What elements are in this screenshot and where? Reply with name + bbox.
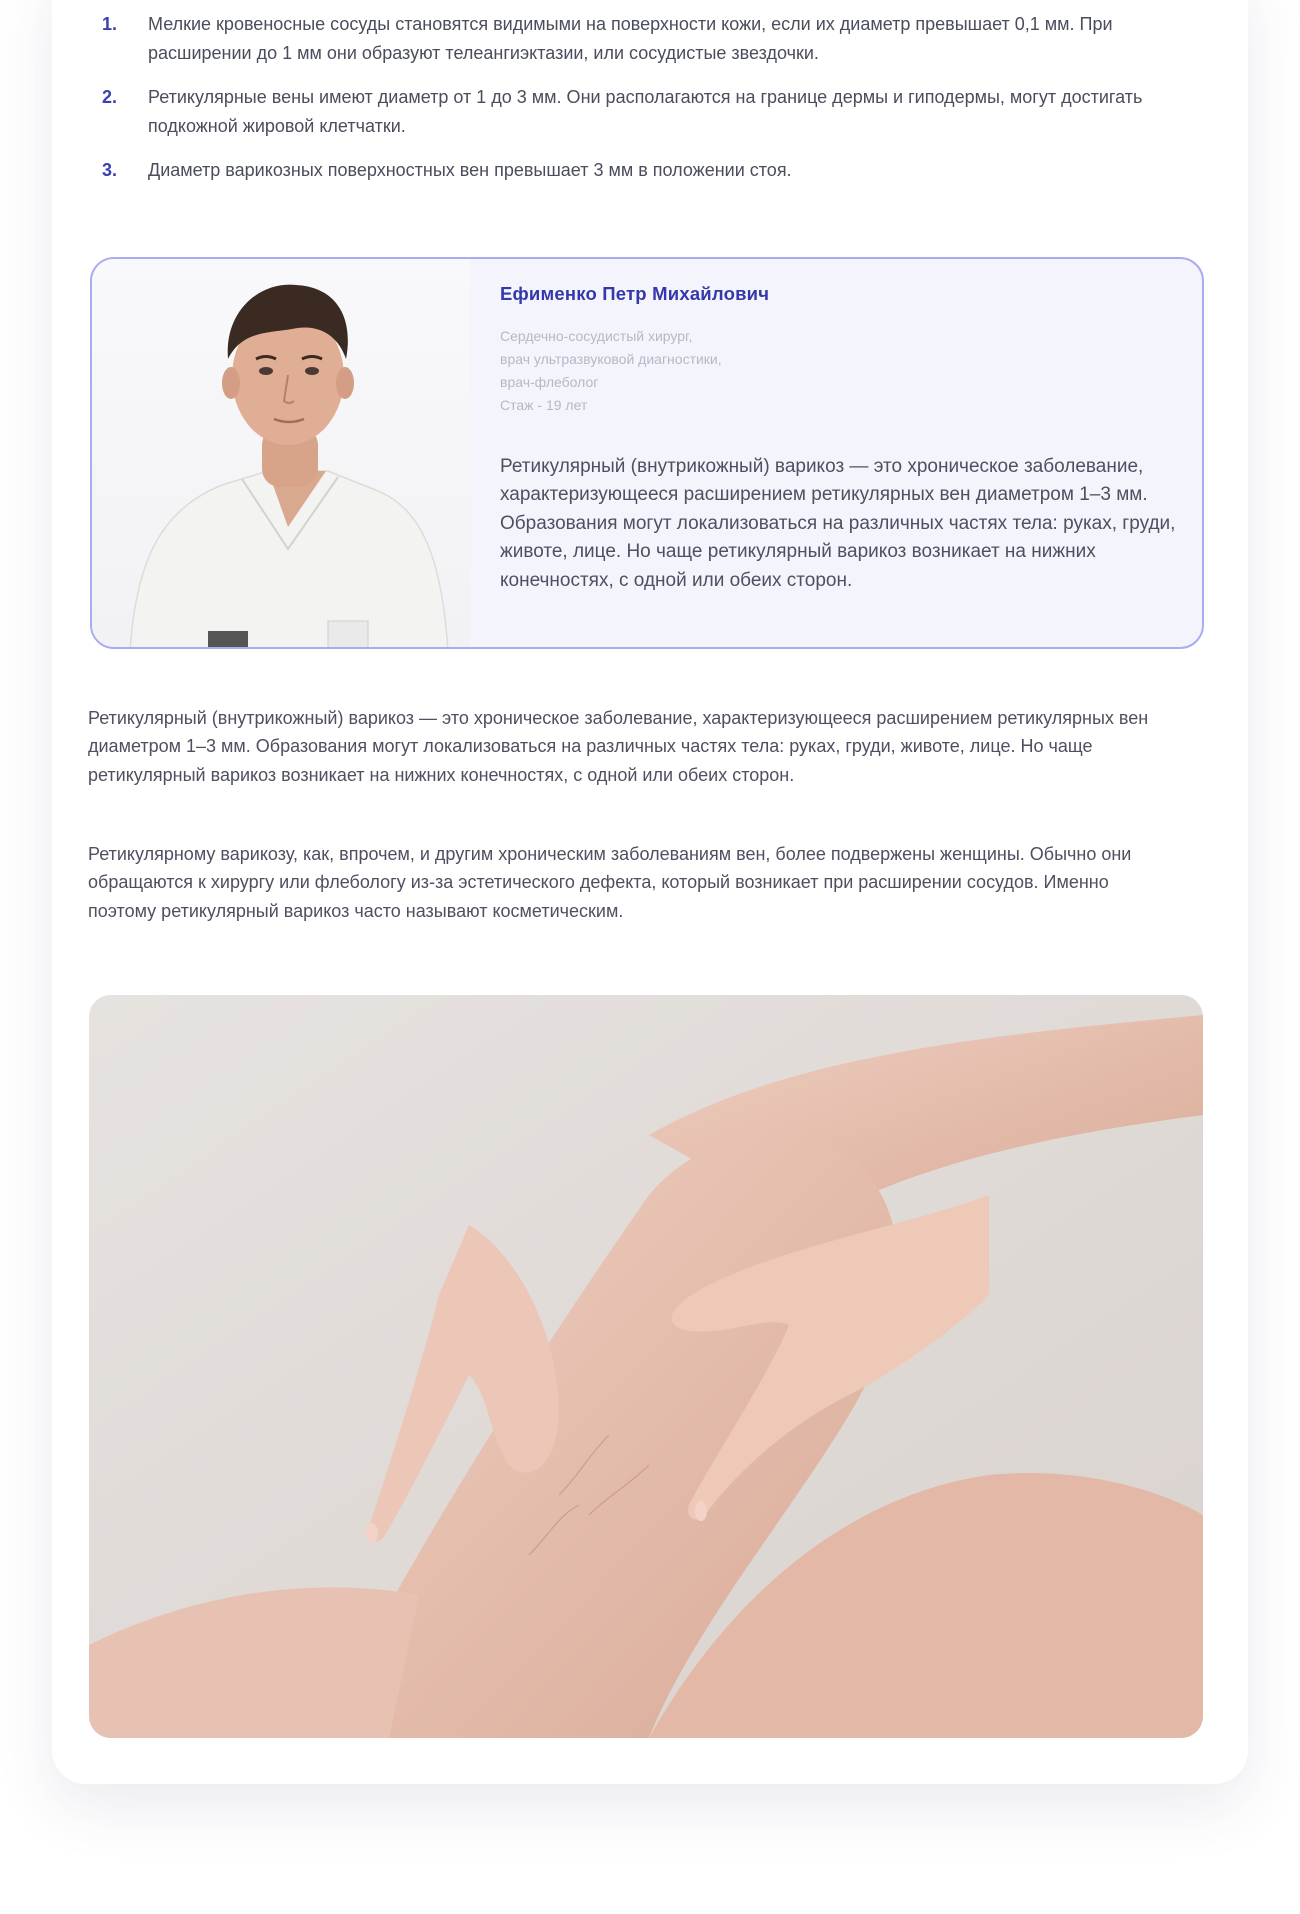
list-text: Ретикулярные вены имеют диаметр от 1 до 3 мм. Они располагаются на границе дермы и гиподермы, могут достигать подкожной жировой клетчатки. bbox=[148, 87, 1143, 136]
doctor-role: врач ультразвуковой диагностики, bbox=[500, 351, 722, 367]
list-text: Диаметр варикозных поверхностных вен превышает 3 мм в положении стоя. bbox=[148, 160, 792, 180]
doctor-name: Ефименко Петр Михайлович bbox=[500, 283, 770, 304]
doctor-quote-text: Ретикулярный (внутрикожный) варикоз — это хроническое заболевание, характеризующееся расширением ретикулярных вен диаметром 1–3 мм. Образования могут локализоваться на различных частях тела: руках, груди, животе, лице. Но чаще ретикулярный варикоз возникает на нижних конечностях, с одной или обеих сторон. bbox=[500, 456, 1176, 591]
doctor-info bbox=[500, 279, 1180, 595]
list-text: Мелкие кровеносные сосуды становятся видимыми на поверхности кожи, если их диаметр превышает 0,1 мм. При расширении до 1 мм они образуют телеангиэктазии, или сосудистые звездочки. bbox=[148, 14, 1113, 63]
numbered-list bbox=[102, 10, 1172, 201]
list-item bbox=[102, 156, 1172, 185]
doctor-quote-box bbox=[90, 257, 1204, 649]
doctor-photo bbox=[92, 259, 470, 647]
list-item bbox=[102, 83, 1172, 140]
article-paragraph: Ретикулярному варикозу, как, впрочем, и другим хроническим заболеваниям вен, более подвержены женщины. Обычно они обращаются к хирургу или флебологу из-за эстетического дефекта, который возникает при расширении сосудов. Именно поэтому ретикулярный варикоз часто называют косметическим. bbox=[88, 844, 1132, 921]
doctor-role: Сердечно-сосудистый хирург, bbox=[500, 328, 693, 344]
list-number: 2. bbox=[102, 87, 118, 107]
list-number: 3. bbox=[102, 160, 118, 180]
doctor-experience: Стаж - 19 лет bbox=[500, 397, 588, 413]
article-paragraph: Ретикулярный (внутрикожный) варикоз — это хроническое заболевание, характеризующееся расширением ретикулярных вен диаметром 1–3 мм. Образования могут локализоваться на различных частях тела: руках, груди, животе, лице. Но чаще ретикулярный варикоз возникает на нижних конечностях, с одной или обеих сторон. bbox=[88, 708, 1149, 785]
legs-photo bbox=[89, 995, 1203, 1738]
list-item bbox=[102, 10, 1172, 67]
list-number: 1. bbox=[102, 14, 118, 34]
doctor-role: врач-флеболог bbox=[500, 374, 599, 390]
